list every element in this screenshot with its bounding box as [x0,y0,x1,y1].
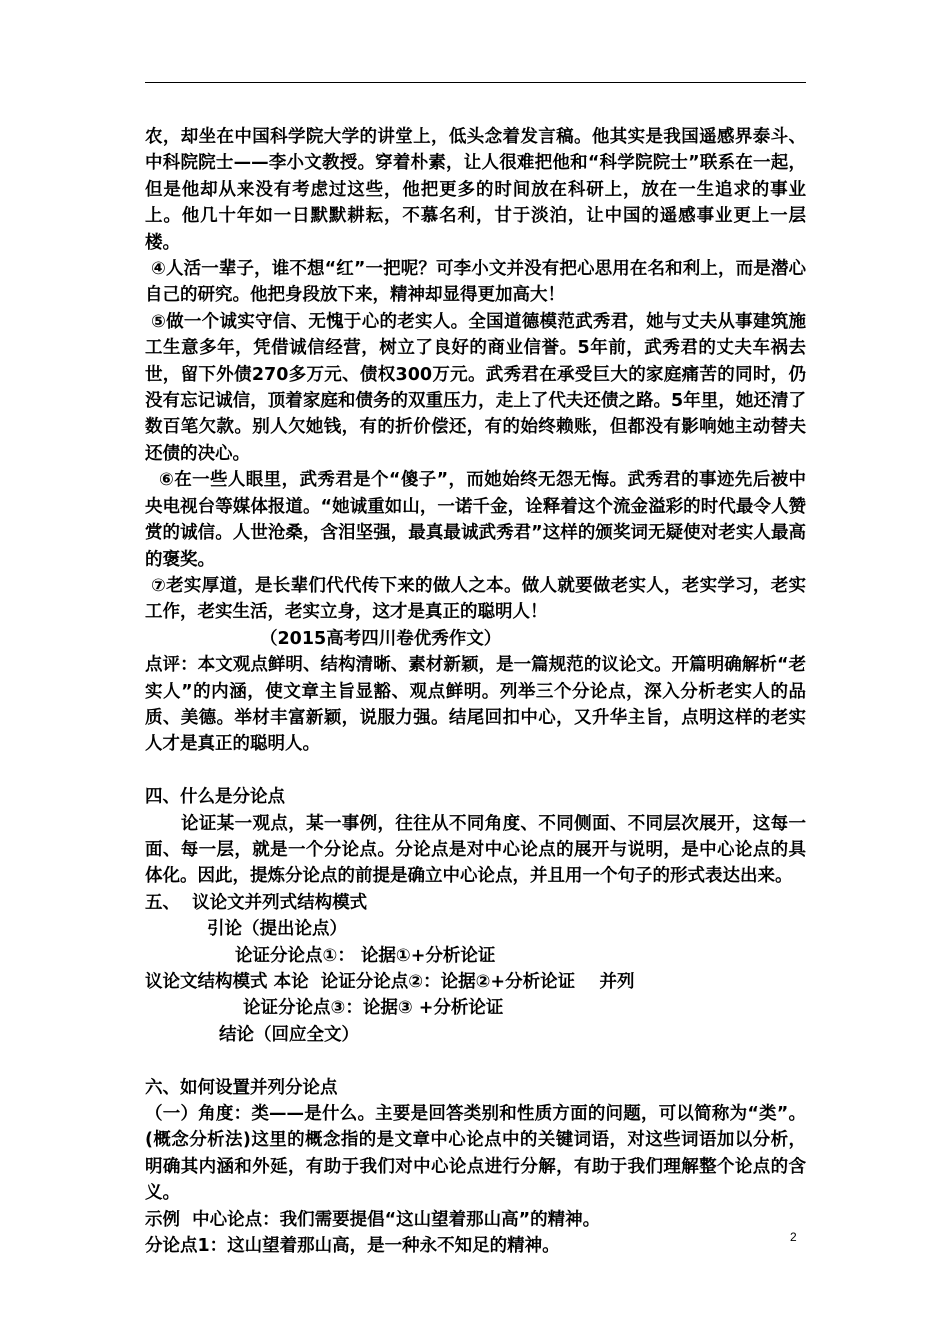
structure-point-3: 论证分论点③：论据③ +分析论证 [243,998,504,1019]
structure-conclusion: 结论（回应全文） [219,1024,359,1045]
blank-line [145,758,806,784]
section-4-heading: 四、什么是分论点 [145,787,285,808]
section-6-heading: 六、如何设置并列分论点 [145,1077,338,1098]
essay-source: （2015高考四川卷优秀作文） [260,628,502,649]
header-rule [145,82,806,83]
blank-line [145,1048,806,1074]
commentary: 点评：本文观点鲜明、结构清晰、素材新颖，是一篇规范的议论文。开篇明确解析“老实人”的内涵，使文章主旨显豁、观点鲜明。列举三个分论点，深入分析老实人的品质、美德。举材丰富新颖，说服力强。结尾回扣中心，又升华主旨，点明这样的老实人才是真正的聪明人。 [145,655,806,755]
example-sub-argument-1: 分论点1：这山望着那山高，是一种永不知足的精神。 [145,1236,560,1257]
paragraph-4: ④人活一辈子，谁不想“红”一把呢？可李小文并没有把心思用在名和利上，而是潜心自己的研究。他把身段放下来，精神却显得更加高大！ [145,259,806,306]
structure-point-1: 论证分论点①： 论据①+分析论证 [235,945,496,966]
paragraph-li-xiaowen: 农，却坐在中国科学院大学的讲堂上，低头念着发言稿。他其实是我国遥感界泰斗、中科院院士——李小文教授。穿着朴素，让人很难把他和“科学院院士”联系在一起，但是他却从来没有考虑过这些，他把更多的时间放在科研上，放在一生追求的事业上。他几十年如一日默默耕耘，不慕名利，甘于淡泊，让中国的遥感事业更上一层楼。 [145,127,806,253]
document-body [145,124,806,1259]
section-5-heading: 五、 议论文并列式结构模式 [145,892,368,913]
section-4-text: 论证某一观点，某一事例，往往从不同角度、不同侧面、不同层次展开，这每一面、每一层，就是一个分论点。分论点是对中心论点的展开与说明，是中心论点的具体化。因此，提炼分论点的前提是确立中心论点，并且用一个句子的形式表达出来。 [145,813,806,887]
example-central-argument: 示例 中心论点：我们需要提倡“这山望着那山高”的精神。 [145,1209,601,1230]
paragraph-6: ⑥在一些人眼里，武秀君是个“傻子”，而她始终无怨无悔。武秀君的事迹先后被中央电视台等媒体报道。“她诚重如山，一诺千金，诠释着这个流金溢彩的时代最令人赞赏的诚信。人世沧桑，含泪坚强，最真最诚武秀君”这样的颁奖词无疑使对老实人最高的褒奖。 [145,470,806,570]
structure-introduction: 引论（提出论点） [207,919,347,940]
page-number: 2 [790,1230,797,1244]
paragraph-5: ⑤做一个诚实守信、无愧于心的老实人。全国道德模范武秀君，她与丈夫从事建筑施工生意多年，凭借诚信经营，树立了良好的商业信誉。5年前，武秀君的丈夫车祸去世，留下外债270多万元、债权300万元。武秀君在承受巨大的家庭痛苦的同时，仍没有忘记诚信，顶着家庭和债务的双重压力，走上了代夫还债之路。5年里，她还清了数百笔欠款。别人欠她钱，有的折价偿还，有的始终赖账，但都没有影响她主动替夫还债的决心。 [145,311,806,464]
structure-body-row: 议论文结构模式 本论 论证分论点②：论据②+分析论证 并列 [145,971,635,992]
angle-one-text: （一）角度：类——是什么。主要是回答类别和性质方面的问题，可以简称为“类”。(概念分析法)这里的概念指的是文章中心论点中的关键词语，对这些词语加以分析，明确其内涵和外延，有助于我们对中心论点进行分解，有助于我们理解整个论点的含义。 [145,1104,806,1204]
paragraph-7: ⑦老实厚道，是长辈们代代传下来的做人之本。做人就要做老实人，老实学习，老实工作，老实生活，老实立身，这才是真正的聪明人！ [145,575,806,623]
